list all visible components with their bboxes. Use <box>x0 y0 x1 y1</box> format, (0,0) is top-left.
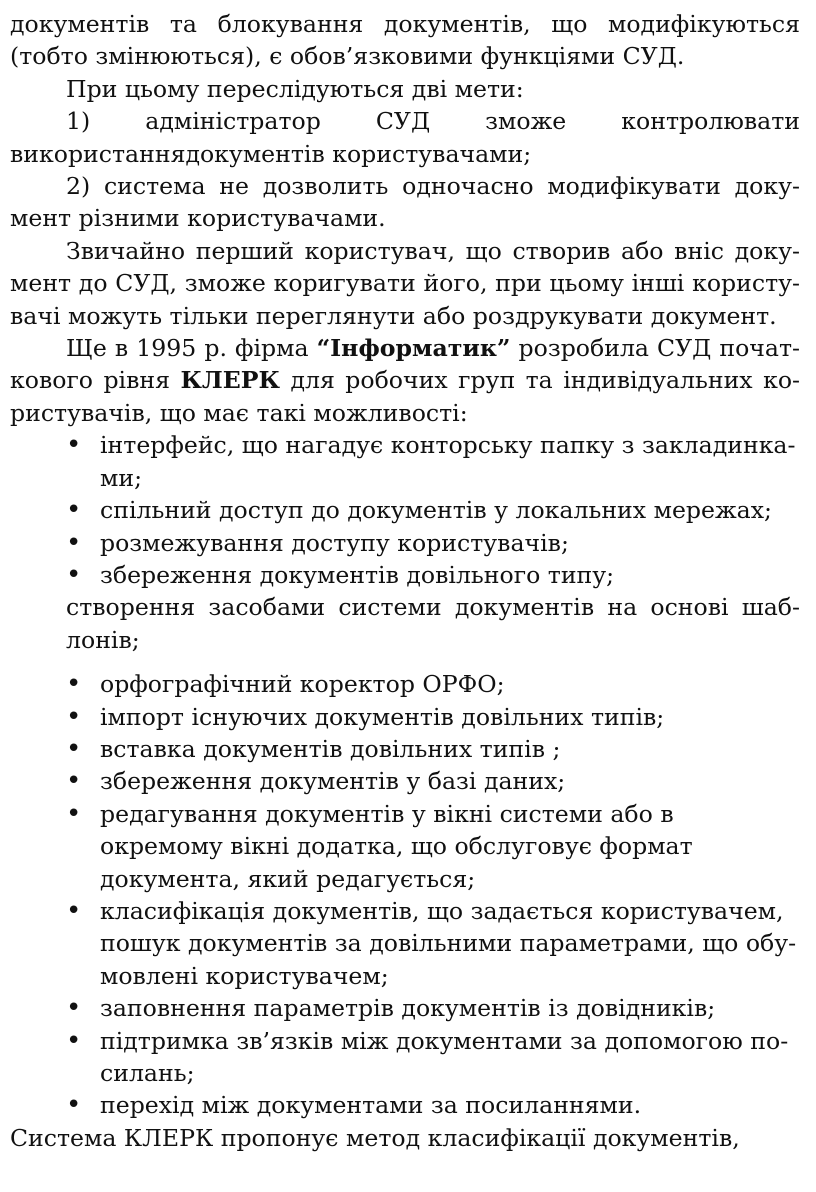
paragraph-templates: створення засобами системи документів на основі шаблонів; <box>66 593 800 654</box>
list-item: • інтерфейс, що нагадує конторську папку з закладинка-ми; <box>10 429 800 494</box>
paragraph-intro-continuation: документів та блокування документів, що модифікуються (тобто змінюються), є обов’язковими функціями СУД. <box>10 10 800 71</box>
list-item: • збереження документів у базі даних; <box>10 765 800 797</box>
company-name: “Інформатик” <box>316 334 511 363</box>
list-item: • імпорт існуючих документів довільних типів; <box>10 701 800 733</box>
list-item: • спільний доступ до документів у локальних мережах; <box>10 494 800 526</box>
list-item: • класифікація документів, що задається користувачем, пошук документів за довільними параметрами, що обумовлені користувачем; <box>10 895 800 992</box>
list-item: • перехід між документами за посиланнями. <box>10 1089 800 1121</box>
features-list-1 <box>10 429 800 591</box>
paragraph-first-user: Звичайно перший користувач, що створив або вніс документ до СУД, зможе коригувати його, при цьому інші користувачі можуть тільки переглянути або роздрукувати документ. <box>10 236 800 330</box>
list-item: • розмежування доступу користувачів; <box>10 527 800 559</box>
list-item: • збереження документів довільного типу; <box>10 559 800 591</box>
paragraph-klerk-classification: Система КЛЕРК пропонує метод класифікації документів, <box>10 1123 740 1152</box>
features-list-2 <box>10 668 800 1122</box>
list-item: • заповнення параметрів документів із довідників; <box>10 992 800 1024</box>
paragraph-goal-1: 1) адміністратор СУД зможе контролювати використаннядокументів користувачами; <box>10 107 800 168</box>
spacer <box>10 656 800 668</box>
product-name: КЛЕРК <box>180 366 280 395</box>
text-run: розробила СУД початкового рівня <box>10 334 800 395</box>
paragraph-goal-2: 2) система не дозволить одночасно модифікувати документ різними користувачами. <box>10 172 800 233</box>
text-run: Ще в 1995 р. фірма <box>66 334 317 363</box>
paragraph-goals-intro: При цьому переслідуються дві мети: <box>66 74 524 103</box>
text-run: для робочих груп та індивідуальних користувачів, що має такі можливості: <box>10 366 801 427</box>
list-item: • підтримка зв’язків між документами за допомогою посилань; <box>10 1025 800 1090</box>
list-item: • орфографічний коректор ОРФО; <box>10 668 800 700</box>
list-item: • редагування документів у вікні системи або в окремому вікні додатка, що обслуговує формат документа, який редагується; <box>10 798 800 895</box>
paragraph-klerk-intro <box>10 332 800 429</box>
list-item: • вставка документів довільних типів ; <box>10 733 800 765</box>
